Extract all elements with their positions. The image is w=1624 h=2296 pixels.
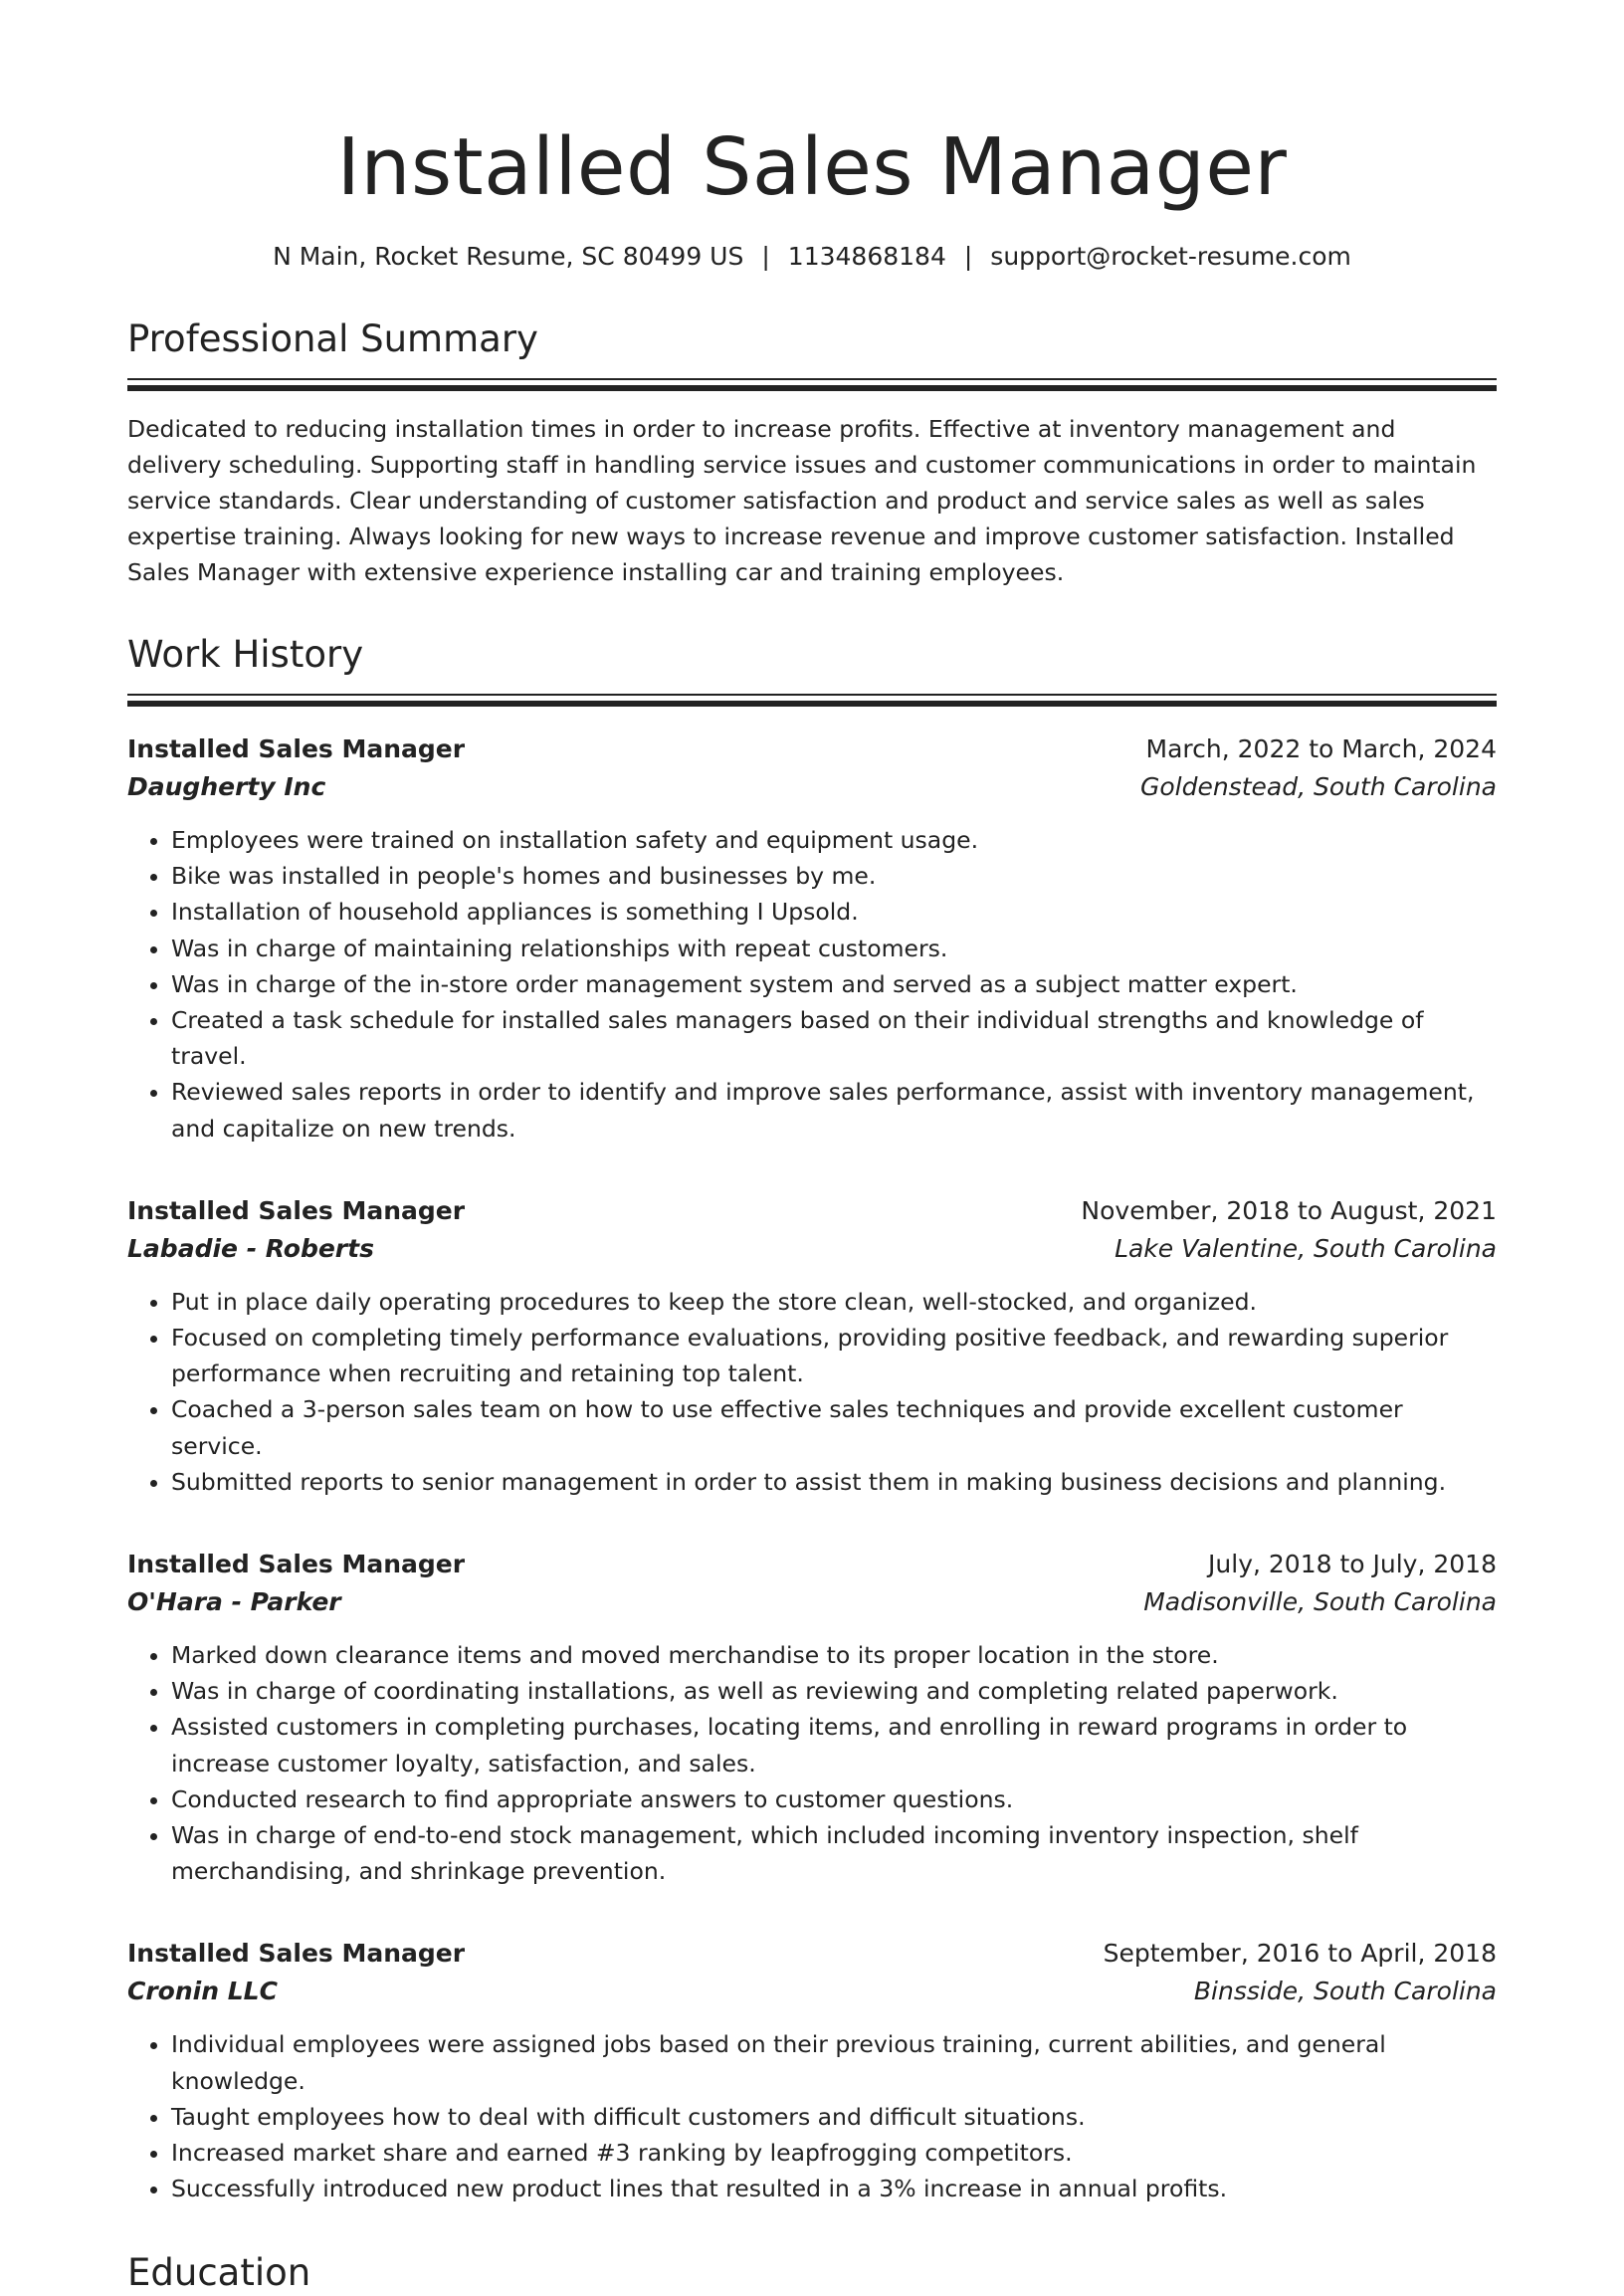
job-dates: July, 2018 to July, 2018 [1208,1550,1497,1579]
contact-address: N Main, Rocket Resume, SC 80499 US [273,242,744,271]
section-rule-thin [127,378,1497,380]
list-item: • Employees were trained on installation safety and equipment usage. [171,822,1497,858]
contact-separator: | [761,242,770,271]
section-title: Education [127,2251,311,2295]
job-entry [127,1192,1497,1500]
list-item: • Bike was installed in people's homes and businesses by me. [171,858,1497,894]
list-item: • Was in charge of end-to-end stock management, which included incoming inventory inspection, shelf merchandising, and shrinkage prevention. [171,1817,1497,1889]
summary-text: Dedicated to reducing installation times in order to increase profits. Effective at inventory management and delivery scheduling. Supporting staff in handling service issues and customer communications in order to maintain service standards. Clear understanding of customer satisfaction and product and service sales as well as sales expertise training. Always looking for new ways to increase revenue and improve customer satisfaction. Installed Sales Manager with extensive experience installing car and training employees. [127,415,1477,586]
list-item: • Marked down clearance items and moved merchandise to its proper location in the store. [171,1637,1497,1673]
job-subheader-row [127,1583,1497,1621]
list-item: • Increased market share and earned #3 ranking by leapfrogging competitors. [171,2135,1497,2171]
job-title: Installed Sales Manager [127,1939,466,1969]
job-company: Labadie - Roberts [127,1233,374,1263]
list-item: • Successfully introduced new product lines that resulted in a 3% increase in annual profits. [171,2171,1497,2206]
list-item: • Installation of household appliances is something I Upsold. [171,894,1497,930]
job-title: Installed Sales Manager [127,1550,466,1579]
job-company: Cronin LLC [127,1977,278,2006]
list-item: • Was in charge of the in-store order management system and served as a subject matter expert. [171,966,1497,1002]
section-rule-thick [127,701,1497,707]
job-title: Installed Sales Manager [127,1195,466,1225]
job-subheader-row [127,1230,1497,1268]
list-item: • Submitted reports to senior management in order to assist them in making business decisions and planning. [171,1464,1497,1500]
resume-name: Installed Sales Manager [336,121,1288,213]
job-dates: September, 2016 to April, 2018 [1103,1939,1497,1969]
job-bullets [127,1284,1497,1500]
section-title: Work History [127,633,364,676]
section-rule-thick [127,385,1497,391]
job-bullets [127,2026,1497,2206]
job-header-row [127,1935,1497,1973]
job-dates: March, 2022 to March, 2024 [1145,734,1497,763]
education-section [127,2250,1497,2296]
list-item: • Created a task schedule for installed sales managers based on their individual strengths and knowledge of travel. [171,1002,1497,1074]
contact-email: support@rocket-resume.com [990,242,1351,271]
section-rule-thin [127,694,1497,696]
job-location: Goldenstead, South Carolina [1139,772,1497,801]
list-item: • Put in place daily operating procedures to keep the store clean, well-stocked, and organized. [171,1284,1497,1320]
list-item: • Was in charge of coordinating installations, as well as reviewing and completing related paperwork. [171,1673,1497,1709]
contact-separator: | [963,242,973,271]
job-subheader-row [127,1973,1497,2010]
job-location: Madisonville, South Carolina [1143,1587,1497,1617]
list-item: • Focused on completing timely performance evaluations, providing positive feedback, and rewarding superior performance when recruiting and retaining top talent. [171,1320,1497,1391]
job-entry [127,731,1497,1147]
list-item: • Individual employees were assigned jobs based on their previous training, current abilities, and general knowledge. [171,2026,1497,2098]
job-entry [127,1546,1497,1889]
job-dates: November, 2018 to August, 2021 [1081,1195,1497,1225]
list-item: • Was in charge of maintaining relationships with repeat customers. [171,931,1497,966]
section-title: Professional Summary [127,317,538,360]
job-location: Binsside, South Carolina [1193,1977,1497,2006]
job-company: O'Hara - Parker [127,1587,341,1617]
job-subheader-row [127,768,1497,806]
contact-line [127,239,1497,275]
job-header-row [127,731,1497,768]
job-entry [127,1935,1497,2206]
list-item: • Taught employees how to deal with difficult customers and difficult situations. [171,2099,1497,2135]
list-item: • Assisted customers in completing purchases, locating items, and enrolling in reward programs in order to increase customer loyalty, satisfaction, and sales. [171,1709,1497,1780]
job-title: Installed Sales Manager [127,734,466,763]
job-header-row [127,1192,1497,1230]
list-item: • Reviewed sales reports in order to identify and improve sales performance, assist with inventory management, and capitalize on new trends. [171,1074,1497,1146]
job-location: Lake Valentine, South Carolina [1115,1233,1497,1263]
work-history-section [127,632,1497,2206]
summary-section [127,316,1497,590]
list-item: • Conducted research to find appropriate answers to customer questions. [171,1781,1497,1817]
list-item: • Coached a 3-person sales team on how to use effective sales techniques and provide excellent customer service. [171,1391,1497,1463]
job-header-row [127,1546,1497,1583]
contact-phone: 1134868184 [787,242,946,271]
job-bullets [127,822,1497,1147]
job-bullets [127,1637,1497,1889]
job-company: Daugherty Inc [127,772,326,801]
